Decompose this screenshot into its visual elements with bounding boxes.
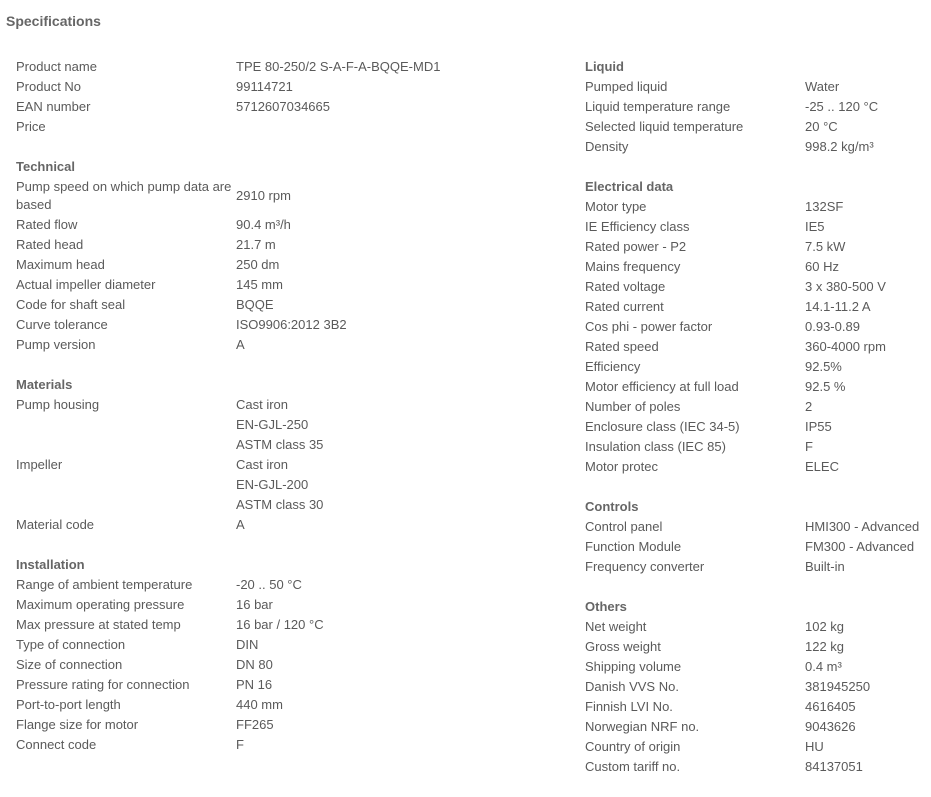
spec-values xyxy=(236,735,244,755)
spec-row xyxy=(585,557,931,577)
spec-row xyxy=(585,657,931,677)
spec-label: Rated flow xyxy=(16,217,78,232)
spec-values xyxy=(236,655,273,675)
spec-row xyxy=(585,337,931,357)
section-title: Technical xyxy=(16,159,76,174)
spec-values xyxy=(805,537,914,557)
spec-label: Motor efficiency at full load xyxy=(585,379,739,394)
spec-label: Maximum head xyxy=(16,257,105,272)
spec-label: Density xyxy=(585,139,629,154)
spec-row xyxy=(16,255,576,275)
spec-row xyxy=(585,77,931,97)
spec-row xyxy=(16,735,576,755)
page-title: Specifications xyxy=(6,13,101,29)
spec-row xyxy=(16,635,576,655)
spec-label: Enclosure class (IEC 34-5) xyxy=(585,419,740,434)
spec-section xyxy=(585,177,931,477)
spec-values xyxy=(236,97,330,117)
spec-row xyxy=(585,217,931,237)
spec-row xyxy=(16,275,576,295)
spec-label: Product name xyxy=(16,59,97,74)
right-column xyxy=(585,57,931,797)
spec-value: IE5 xyxy=(805,219,825,234)
section-title: Installation xyxy=(16,557,85,572)
spec-section xyxy=(16,555,576,755)
spec-value: ASTM class 35 xyxy=(236,437,324,452)
section-title: Liquid xyxy=(585,59,624,74)
spec-value: Water xyxy=(805,79,840,94)
spec-values xyxy=(805,97,878,117)
spec-value: 9043626 xyxy=(805,719,856,734)
spec-value: A xyxy=(236,337,245,352)
spec-row xyxy=(585,277,931,297)
spec-label: Pump speed on which pump data are based xyxy=(16,179,232,212)
spec-label: Impeller xyxy=(16,457,63,472)
spec-values xyxy=(805,377,845,397)
spec-label: Maximum operating pressure xyxy=(16,597,185,612)
spec-row xyxy=(16,117,576,137)
spec-values xyxy=(236,335,245,355)
spec-label: Rated power - P2 xyxy=(585,239,687,254)
spec-value xyxy=(236,117,240,137)
spec-value: 20 °C xyxy=(805,119,838,134)
spec-label: Pump version xyxy=(16,337,96,352)
spec-label: Cos phi - power factor xyxy=(585,319,713,334)
spec-row xyxy=(585,717,931,737)
spec-row xyxy=(585,437,931,457)
spec-label: Rated speed xyxy=(585,339,659,354)
spec-row xyxy=(585,397,931,417)
spec-label: Frequency converter xyxy=(585,559,705,574)
spec-row xyxy=(585,517,931,537)
spec-row xyxy=(16,675,576,695)
spec-label: Norwegian NRF no. xyxy=(585,719,700,734)
spec-value: 998.2 kg/m³ xyxy=(805,139,874,154)
spec-label: Custom tariff no. xyxy=(585,759,681,774)
spec-row xyxy=(585,417,931,437)
spec-row xyxy=(16,615,576,635)
spec-value: ASTM class 30 xyxy=(236,497,324,512)
spec-label: Product No xyxy=(16,79,82,94)
spec-section xyxy=(16,375,576,535)
spec-label: Selected liquid temperature xyxy=(585,119,744,134)
spec-label: Flange size for motor xyxy=(16,717,139,732)
spec-label: Code for shaft seal xyxy=(16,297,126,312)
spec-value: -20 .. 50 °C xyxy=(236,577,302,592)
spec-values xyxy=(805,657,842,677)
spec-row xyxy=(16,57,576,77)
spec-row xyxy=(16,655,576,675)
spec-values xyxy=(805,697,856,717)
spec-label: Country of origin xyxy=(585,739,681,754)
spec-row xyxy=(585,237,931,257)
section-title: Others xyxy=(585,599,627,614)
spec-label: Connect code xyxy=(16,737,97,752)
spec-value: FF265 xyxy=(236,717,274,732)
spec-values xyxy=(236,515,245,535)
spec-row xyxy=(585,637,931,657)
spec-value: 5712607034665 xyxy=(236,99,330,114)
spec-label: Range of ambient temperature xyxy=(16,577,193,592)
spec-section xyxy=(16,157,576,355)
section-title: Materials xyxy=(16,377,73,392)
spec-row xyxy=(585,737,931,757)
spec-values xyxy=(805,217,825,237)
spec-value: 0.93-0.89 xyxy=(805,319,860,334)
spec-values xyxy=(805,457,839,477)
spec-row xyxy=(16,215,576,235)
spec-label: Rated voltage xyxy=(585,279,666,294)
spec-label: Port-to-port length xyxy=(16,697,121,712)
spec-label: Motor protec xyxy=(585,459,658,474)
spec-row xyxy=(16,515,576,535)
spec-values xyxy=(805,397,812,417)
spec-value: 381945250 xyxy=(805,679,871,694)
spec-values xyxy=(805,677,870,697)
spec-value: 84137051 xyxy=(805,759,863,774)
spec-values xyxy=(805,517,919,537)
spec-row xyxy=(16,235,576,255)
spec-value: 132SF xyxy=(805,199,844,214)
spec-label: Actual impeller diameter xyxy=(16,277,156,292)
spec-row xyxy=(16,335,576,355)
spec-value: DN 80 xyxy=(236,657,273,672)
spec-values xyxy=(236,215,291,235)
spec-label: Shipping volume xyxy=(585,659,682,674)
spec-value: Cast iron xyxy=(236,397,289,412)
spec-values xyxy=(805,717,856,737)
spec-values xyxy=(236,595,273,615)
spec-values xyxy=(236,315,347,335)
spec-value: EN-GJL-250 xyxy=(236,417,309,432)
spec-values xyxy=(236,675,272,695)
spec-values xyxy=(236,77,293,97)
spec-values xyxy=(236,255,279,275)
spec-label: Rated head xyxy=(16,237,84,252)
spec-row xyxy=(585,377,931,397)
spec-values xyxy=(805,757,863,777)
spec-value: BQQE xyxy=(236,297,274,312)
spec-row xyxy=(16,315,576,335)
spec-values xyxy=(236,715,274,735)
spec-row xyxy=(585,697,931,717)
spec-value: 0.4 m³ xyxy=(805,659,842,674)
spec-values xyxy=(236,295,274,315)
spec-value: 90.4 m³/h xyxy=(236,217,291,232)
spec-values xyxy=(805,77,839,97)
spec-value: EN-GJL-200 xyxy=(236,477,309,492)
spec-section xyxy=(585,57,931,157)
spec-value: 7.5 kW xyxy=(805,239,846,254)
spec-label: Pump housing xyxy=(16,397,100,412)
spec-section xyxy=(585,497,931,577)
spec-value: -25 .. 120 °C xyxy=(805,99,879,114)
spec-values xyxy=(236,635,258,655)
spec-row xyxy=(16,295,576,315)
spec-label: EAN number xyxy=(16,99,91,114)
spec-value: HMI300 - Advanced xyxy=(805,519,920,534)
spec-label: Type of connection xyxy=(16,637,126,652)
spec-label: Material code xyxy=(16,517,95,532)
spec-value: ISO9906:2012 3B2 xyxy=(236,317,347,332)
spec-row xyxy=(585,317,931,337)
spec-values xyxy=(236,177,291,215)
left-column xyxy=(16,57,576,775)
spec-values xyxy=(805,617,844,637)
spec-value: IP55 xyxy=(805,419,832,434)
spec-value: 145 mm xyxy=(236,277,283,292)
spec-value: PN 16 xyxy=(236,677,273,692)
spec-label: Price xyxy=(16,119,46,134)
spec-row xyxy=(585,97,931,117)
spec-value: 21.7 m xyxy=(236,237,276,252)
spec-value: 92.5 % xyxy=(805,379,846,394)
spec-value: 2 xyxy=(805,399,813,414)
spec-row xyxy=(585,117,931,137)
spec-value: 60 Hz xyxy=(805,259,839,274)
spec-values xyxy=(236,275,283,295)
spec-value: ELEC xyxy=(805,459,839,474)
spec-row xyxy=(16,455,576,515)
spec-values xyxy=(236,695,283,715)
spec-values xyxy=(236,235,276,255)
spec-value: TPE 80-250/2 S-A-F-A-BQQE-MD1 xyxy=(236,59,441,74)
spec-label: Gross weight xyxy=(585,639,661,654)
spec-label: Pumped liquid xyxy=(585,79,668,94)
spec-value: A xyxy=(236,517,245,532)
spec-row xyxy=(585,677,931,697)
spec-section xyxy=(585,597,931,777)
spec-row xyxy=(585,297,931,317)
spec-label: Net weight xyxy=(585,619,647,634)
spec-value: FM300 - Advanced xyxy=(805,539,915,554)
spec-label: Danish VVS No. xyxy=(585,679,679,694)
spec-values xyxy=(805,437,813,457)
spec-label: Size of connection xyxy=(16,657,123,672)
section-title: Controls xyxy=(585,499,639,514)
spec-value: F xyxy=(236,737,244,752)
spec-values xyxy=(805,237,845,257)
spec-values xyxy=(805,737,824,757)
spec-label: Function Module xyxy=(585,539,682,554)
spec-value: 92.5% xyxy=(805,359,842,374)
spec-values xyxy=(236,615,324,635)
spec-label: Mains frequency xyxy=(585,259,681,274)
spec-label: Liquid temperature range xyxy=(585,99,731,114)
spec-values xyxy=(805,317,860,337)
spec-values xyxy=(805,197,843,217)
spec-row xyxy=(585,357,931,377)
spec-values xyxy=(805,357,842,377)
spec-row xyxy=(16,595,576,615)
spec-value: Cast iron xyxy=(236,457,289,472)
spec-value: 360-4000 rpm xyxy=(805,339,886,354)
spec-values xyxy=(805,417,832,437)
spec-value: 250 dm xyxy=(236,257,280,272)
spec-label: Finnish LVI No. xyxy=(585,699,673,714)
spec-row xyxy=(585,457,931,477)
spec-row xyxy=(585,537,931,557)
spec-value: 14.1-11.2 A xyxy=(805,299,871,314)
spec-values xyxy=(236,455,323,515)
spec-values xyxy=(805,137,874,157)
spec-values xyxy=(236,395,323,455)
spec-values xyxy=(236,117,240,137)
spec-values xyxy=(236,57,440,77)
section-title: Electrical data xyxy=(585,179,674,194)
spec-row xyxy=(16,177,576,215)
spec-row xyxy=(585,617,931,637)
spec-values xyxy=(805,257,839,277)
spec-value: 4616405 xyxy=(805,699,856,714)
spec-values xyxy=(236,575,302,595)
spec-value: HU xyxy=(805,739,824,754)
spec-label: IE Efficiency class xyxy=(585,219,690,234)
spec-values xyxy=(805,637,844,657)
spec-values xyxy=(805,117,838,137)
spec-values xyxy=(805,277,886,297)
spec-values xyxy=(805,337,886,357)
spec-row xyxy=(16,97,576,117)
spec-section xyxy=(16,57,576,137)
spec-value: DIN xyxy=(236,637,259,652)
spec-label: Efficiency xyxy=(585,359,641,374)
spec-value: Built-in xyxy=(805,559,845,574)
spec-label: Pressure rating for connection xyxy=(16,677,190,692)
spec-value: 122 kg xyxy=(805,639,845,654)
spec-row xyxy=(16,695,576,715)
spec-row xyxy=(585,257,931,277)
spec-label: Curve tolerance xyxy=(16,317,108,332)
spec-label: Number of poles xyxy=(585,399,681,414)
spec-value: 2910 rpm xyxy=(236,188,291,203)
spec-values xyxy=(805,557,845,577)
spec-value: 440 mm xyxy=(236,697,283,712)
spec-label: Max pressure at stated temp xyxy=(16,617,181,632)
spec-value: 99114721 xyxy=(236,79,293,94)
spec-label: Control panel xyxy=(585,519,663,534)
spec-row xyxy=(16,77,576,97)
spec-values xyxy=(805,297,871,317)
spec-row xyxy=(585,757,931,777)
spec-value: F xyxy=(805,439,813,454)
spec-row xyxy=(585,197,931,217)
spec-value: 102 kg xyxy=(805,619,845,634)
spec-label: Insulation class (IEC 85) xyxy=(585,439,726,454)
spec-row xyxy=(16,575,576,595)
spec-row xyxy=(16,395,576,455)
spec-row xyxy=(585,137,931,157)
spec-value: 16 bar / 120 °C xyxy=(236,617,324,632)
spec-row xyxy=(16,715,576,735)
spec-label: Rated current xyxy=(585,299,664,314)
spec-value: 3 x 380-500 V xyxy=(805,279,886,294)
spec-label: Motor type xyxy=(585,199,647,214)
spec-value: 16 bar xyxy=(236,597,273,612)
